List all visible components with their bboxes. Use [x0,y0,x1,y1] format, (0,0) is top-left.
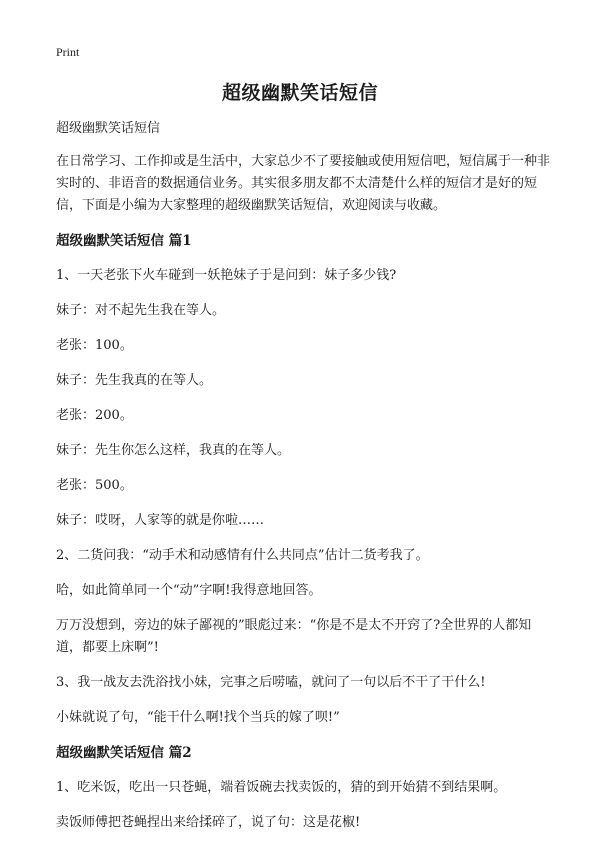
paragraph: 老张：200。 [56,408,133,423]
document-body [56,118,550,847]
paragraph: 哈，如此简单同一个“动”字啊!我得意地回答。 [56,583,322,598]
page-title: 超级幽默笑话短信 [221,82,378,104]
paragraph: 妹子：对不起先生我在等人。 [56,303,226,318]
section-heading: 超级幽默笑话短信 篇2 [56,745,192,761]
paragraph: 老张：100。 [56,338,133,353]
paragraph: 1、吃米饭，吃出一只苍蝇，端着饭碗去找卖饭的，猜的到开始猜不到结果啊。 [56,780,507,795]
print-link[interactable]: Print [56,45,80,59]
intro-paragraph: 在日常学习、工作抑或是生活中，大家总少不了要接触或使用短信吧，短信属于一种非实时的、非语音的数据通信业务。其实很多朋友都不太清楚什么样的短信才是好的短信，下面是小编为大家整理的超级幽默笑话短信，欢迎阅读与收藏。 [56,154,551,213]
paragraph: 2、二货问我：“动手术和动感情有什么共同点”估计二货考我了。 [56,548,429,563]
paragraph: 妹子：先生我真的在等人。 [56,373,213,388]
paragraph: 卖饭师傅把苍蝇捏出来给揉碎了，说了句：这是花椒! [56,815,361,830]
paragraph: 小妹就说了句，“能干什么啊!找个当兵的嫁了呗!” [56,710,340,725]
paragraph: 老张：500。 [56,478,133,493]
paragraph: 1、一天老张下火车碰到一妖艳妹子于是问到：妹子多少钱? [56,268,397,283]
paragraph: 万万没想到，旁边的妹子鄙视的”眼彪过来：“你是不是太不开窍了?全世界的人都知道，都要上床啊”! [56,618,532,655]
paragraph: 3、我一战友去洗浴找小妹，完事之后唠嗑，就问了一句以后不干了干什么! [56,675,486,690]
section-heading: 超级幽默笑话短信 篇1 [56,233,192,249]
document-subtitle: 超级幽默笑话短信 [56,121,161,136]
paragraph: 妹子：先生你怎么这样，我真的在等人。 [56,443,291,458]
paragraph: 妹子：哎呀，人家等的就是你啦…… [56,513,265,528]
